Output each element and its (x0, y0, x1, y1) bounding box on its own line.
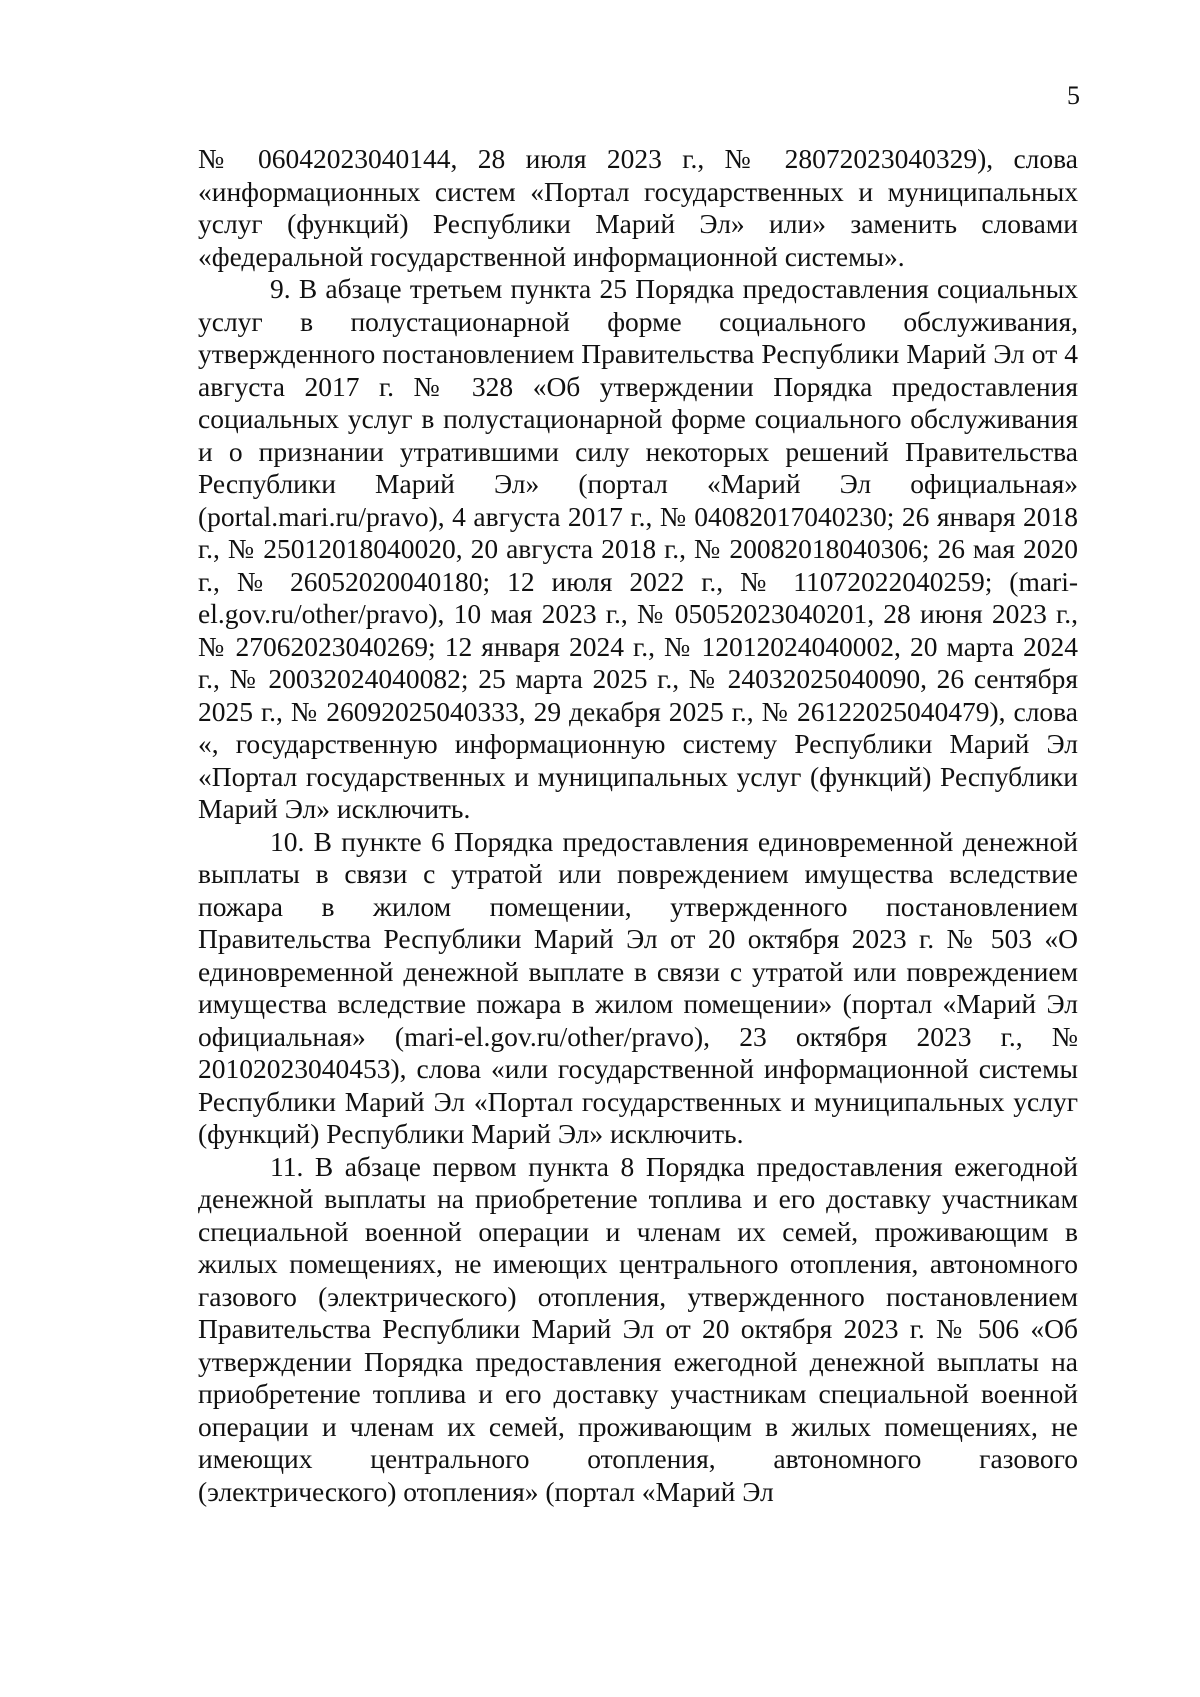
paragraph-item-9: 9. В абзаце третьем пункта 25 Порядка предоставления социальных услуг в полустационарной форме социального обслуживания, утвержденного постановлением Правительства Республики Марий Эл от 4 августа 2017 г. № 328 «Об утверждении Порядка предоставления социальных услуг в полустационарной форме социального обслуживания и о признании утратившими силу некоторых решений Правительства Республики Марий Эл» (портал «Марий Эл официальная» (portal.mari.ru/pravo), 4 августа 2017 г., № 04082017040230; 26 января 2018 г., № 25012018040020, 20 августа 2018 г., № 20082018040306; 26 мая 2020 г., № 26052020040180; 12 июля 2022 г., № 11072022040259; (mari-el.gov.ru/other/pravo), 10 мая 2023 г., № 05052023040201, 28 июня 2023 г., № 27062023040269; 12 января 2024 г., № 12012024040002, 20 марта 2024 г., № 20032024040082; 25 марта 2025 г., № 24032025040090, 26 сентября 2025 г., № 26092025040333, 29 декабря 2025 г., № 26122025040479), слова «, государственную информационную систему Республики Марий Эл «Портал государственных и муниципальных услуг (функций) Республики Марий Эл» исключить. (198, 273, 1078, 824)
document-body (198, 143, 1078, 1508)
paragraph-item-10: 10. В пункте 6 Порядка предоставления единовременной денежной выплаты в связи с утратой или повреждением имущества вследствие пожара в жилом помещении, утвержденного постановлением Правительства Республики Марий Эл от 20 октября 2023 г. № 503 «О единовременной денежной выплате в связи с утратой или повреждением имущества вследствие пожара в жилом помещении» (портал «Марий Эл официальная» (mari-el.gov.ru/other/pravo), 23 октября 2023 г., № 20102023040453), слова «или государственной информационной системы Республики Марий Эл «Портал государственных и муниципальных услуг (функций) Республики Марий Эл» исключить. (198, 825, 1078, 1149)
page-number: 5 (1067, 81, 1080, 110)
paragraph-continuation: № 06042023040144, 28 июля 2023 г., № 28072023040329), слова «информационных систем «Портал государственных и муниципальных услуг (функций) Республики Марий Эл» или» заменить словами «федеральной государственной информационной системы». (198, 143, 1078, 272)
paragraph-item-11: 11. В абзаце первом пункта 8 Порядка предоставления ежегодной денежной выплаты на приобретение топлива и его доставку участникам специальной военной операции и членам их семей, проживающим в жилых помещениях, не имеющих центрального отопления, автономного газового (электрического) отопления, утвержденного постановлением Правительства Республики Марий Эл от 20 октября 2023 г. № 506 «Об утверждении Порядка предоставления ежегодной денежной выплаты на приобретение топлива и его доставку участникам специальной военной операции и членам их семей, проживающим в жилых помещениях, не имеющих центрального отопления, автономного газового (электрического) отопления» (портал «Марий Эл (198, 1150, 1078, 1507)
